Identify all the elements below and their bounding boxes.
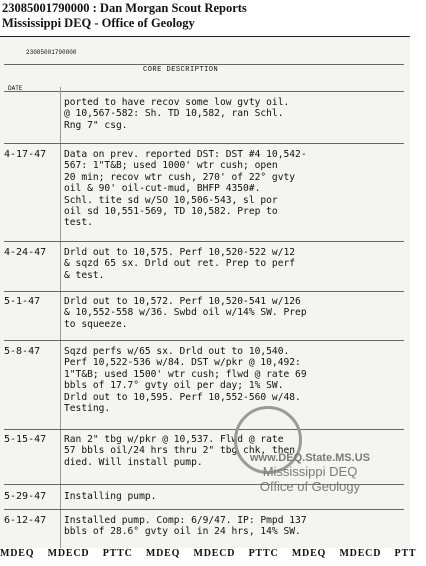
- entry-text: Ran 2" tbg w/pkr @ 10,537. Flwd @ rate 57 bbls oil/24 hrs thru 2" tbg chk, then died. Will install pump.: [64, 434, 296, 468]
- footer-agency-strip: [0, 548, 417, 566]
- title-rule: [4, 64, 404, 65]
- entry-text: Installed pump. Comp: 6/9/47. IP: Pmpd 137 bbls of 28.6° gvty oil in 24 hrs, 14% SW.: [64, 515, 307, 538]
- date-column-label: DATE: [8, 85, 23, 92]
- footer-item: MDEQ: [291, 548, 327, 559]
- footer-item: PTT: [394, 548, 417, 559]
- entry-text: Drld out to 10,572. Perf 10,520-541 w/126 & 10,552-558 w/36. Swbd oil w/14% SW. Prep to squeeze.: [64, 296, 307, 330]
- entry-date: 4-24-47: [4, 247, 47, 258]
- date-column-divider: [60, 87, 61, 551]
- mdeq-watermark: [210, 404, 410, 524]
- footer-item: MDECD: [47, 548, 90, 559]
- card-serial-number: 23085001790000: [26, 49, 77, 56]
- footer-item: MDEQ: [0, 548, 35, 559]
- row-divider: [4, 291, 404, 292]
- card-title: CORE DESCRIPTION: [143, 66, 219, 74]
- watermark-office: Office of Geology: [259, 479, 361, 494]
- entry-date: 5-15-47: [4, 434, 47, 445]
- entry-text: Installing pump.: [64, 491, 157, 502]
- header-rule: [4, 91, 404, 92]
- entry-text: Sqzd perfs w/65 sx. Drld out to 10,540. Perf 10,522-536 w/84. DST w/pkr @ 10,492: 1"T&B; used 1500' wtr cush; flwd @ rate 69 bbls of 17.7° gvty oil per day; 1% SW. Drld out to 10,595. Perf 10,552-560 w/48. Testing.: [64, 346, 307, 415]
- footer-item: MDEQ: [145, 548, 181, 559]
- row-divider: [4, 241, 404, 242]
- entry-date: 5-1-47: [4, 296, 41, 307]
- entry-text: Data on prev. reported DST: DST #4 10,542- 567: 1"T&B; used 1000' wtr cush; open 20 min; recov wtr cush, 270' of 22° gvty oil & 90' oil-cut-mud, BHFP 4350#. Schl. tite sd w/SO 10,506-543, sl por oil sd 10,551-569, TD 10,582. Prep to test.: [64, 149, 307, 229]
- entry-text: Drld out to 10,575. Perf 10,520-522 w/12 & sqzd 65 sx. Drld out ret. Prep to perf & test.: [64, 247, 296, 281]
- row-divider: [4, 143, 404, 144]
- entry-date: 5-8-47: [4, 346, 41, 357]
- entry-date: 4-17-47: [4, 149, 47, 160]
- footer-item: PTTC: [102, 548, 133, 559]
- row-divider: [4, 340, 404, 341]
- footer-item: PTTC: [248, 548, 279, 559]
- report-title: 23085001790000 : Dan Morgan Scout Reports: [2, 1, 247, 15]
- report-subtitle: Mississippi DEQ - Office of Geology: [2, 16, 195, 30]
- footer-item: MDECD: [193, 548, 236, 559]
- footer-item: MDECD: [339, 548, 382, 559]
- watermark-agency: Mississippi DEQ: [262, 464, 358, 479]
- watermark-url: www.DEQ.State.MS.US: [249, 452, 370, 464]
- entry-date: 5-29-47: [4, 491, 47, 502]
- entry-date: 6-12-47: [4, 515, 47, 526]
- entry-text: ported to have recov some low gvty oil. @ 10,567-582: Sh. TD 10,582, ran Schl. Rng 7" csg.: [64, 97, 290, 131]
